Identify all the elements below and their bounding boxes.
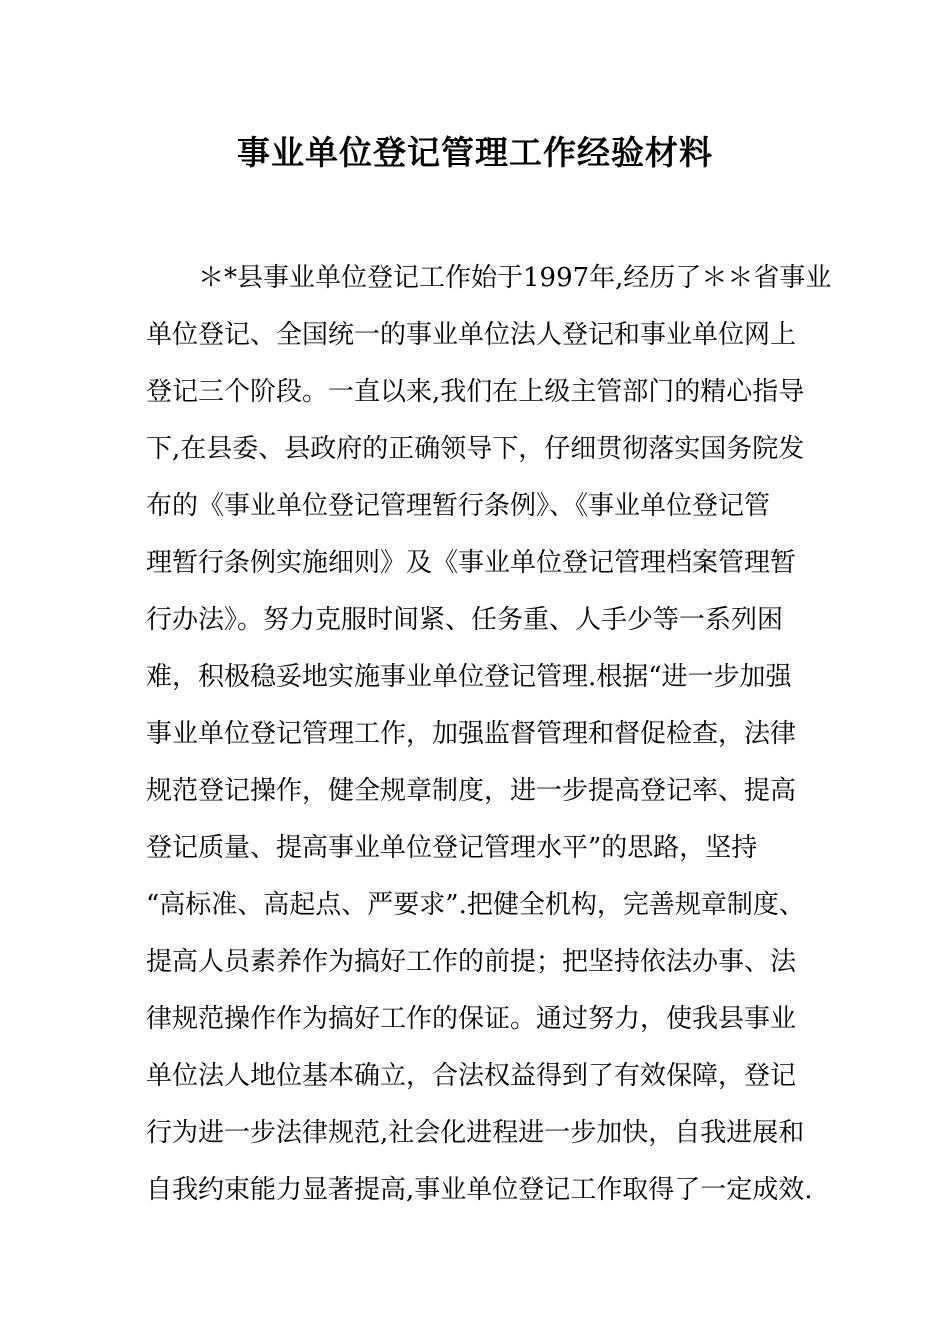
body-line: 自我约束能力显著提高,事业单位登记工作取得了一定成效.: [146, 1175, 813, 1205]
body-line: 理暂行条例实施细则》及《事业单位登记管理档案管理暂: [146, 548, 797, 578]
document-title: 事业单位登记管理工作经验材料: [237, 133, 713, 172]
body-line: 事业单位登记管理工作，加强监督管理和督促检查，法律: [146, 719, 797, 749]
body-line: 单位登记、全国统一的事业单位法人登记和事业单位网上: [146, 320, 797, 350]
body-line: 行为进一步法律规范,社会化进程进一步加快，自我进展和: [146, 1118, 805, 1148]
body-line: 规范登记操作，健全规章制度，进一步提高登记率、提高: [146, 776, 797, 806]
body-line: 提高人员素养作为搞好工作的前提；把坚持依法办事、法: [146, 947, 797, 977]
body-line: 登记三个阶段。一直以来,我们在上级主管部门的精心指导: [146, 377, 805, 407]
body-line: 布的《事业单位登记管理暂行条例》、《事业单位登记管: [146, 491, 771, 521]
body-line: “高标准、高起点、严要求”.把健全机构，完善规章制度、: [146, 890, 805, 920]
body-line: 行办法》。努力克服时间紧、任务重、人手少等一系列困: [146, 605, 784, 635]
body-line: 单位法人地位基本确立，合法权益得到了有效保障，登记: [146, 1061, 797, 1091]
body-line: 律规范操作作为搞好工作的保证。通过努力，使我县事业: [146, 1004, 797, 1034]
body-line: 难，积极稳妥地实施事业单位登记管理.根据“进一步加强: [146, 662, 792, 692]
body-line: 登记质量、提高事业单位登记管理水平”的思路，坚持: [146, 833, 758, 863]
body-line: 下,在县委、县政府的正确领导下，仔细贯彻落实国务院发: [146, 434, 805, 464]
body-line: ＊*县事业单位登记工作始于1997年,经历了＊＊省事业: [198, 263, 832, 293]
